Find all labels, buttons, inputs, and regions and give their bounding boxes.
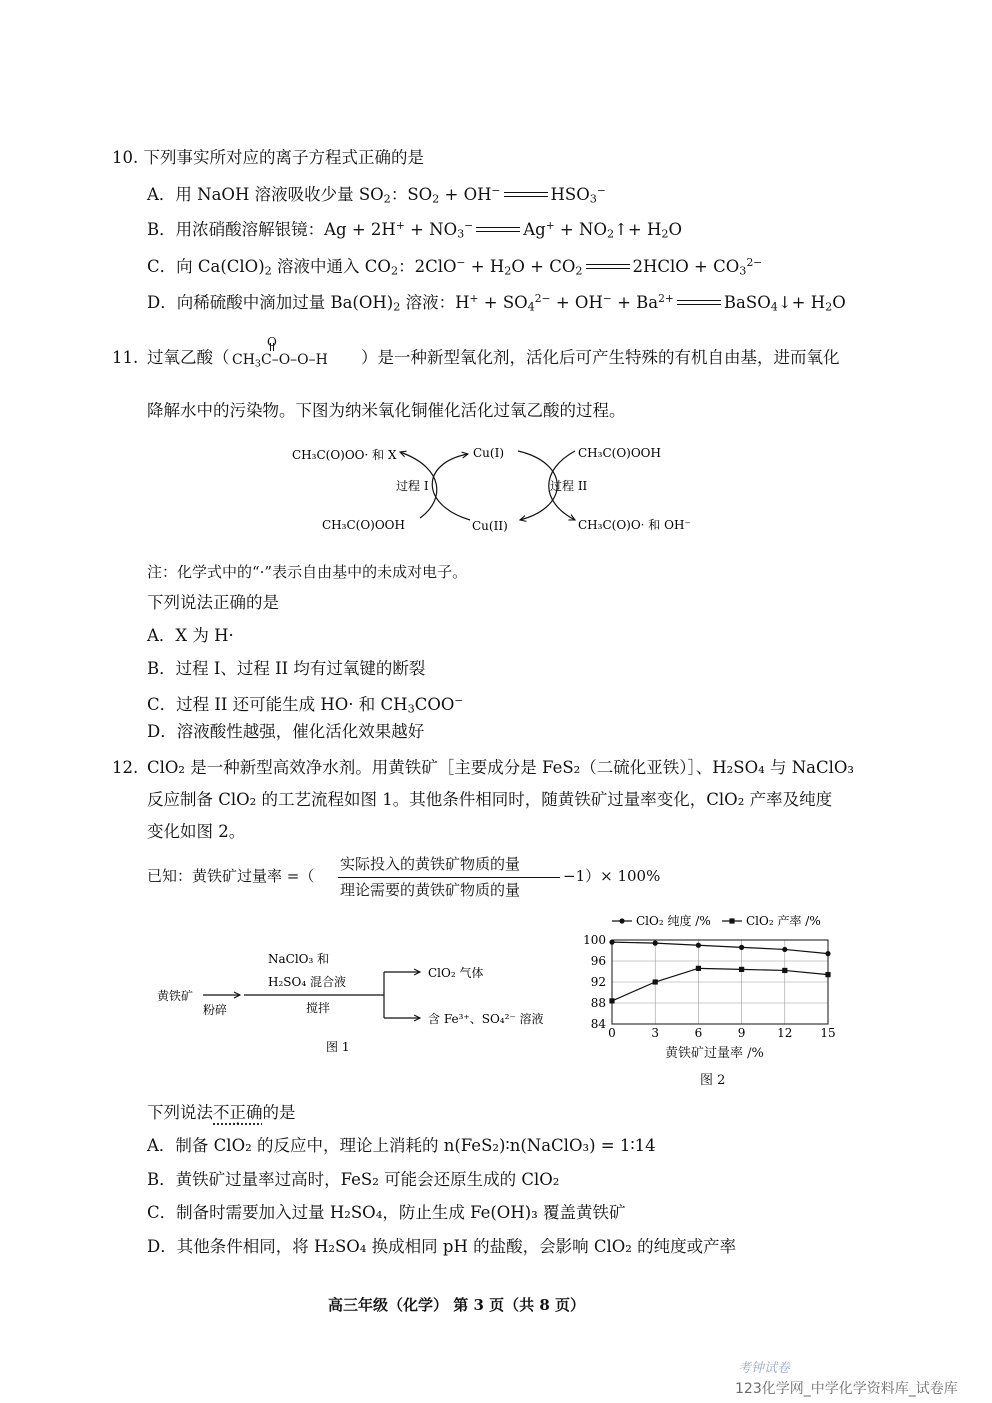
q10-option-a: A．用 NaOH 溶液吸收少量 $SO_2$：$SO_2 + OH^-$ $HSO_3^-$ [147,184,606,206]
q11-option-d: D．溶液酸性越强，催化活化效果越好 [147,722,425,741]
chart-y-tick-label: 92 [590,975,606,989]
q10-option-c-label: C．向 Ca(ClO) [147,256,265,276]
chart-point-yield [825,972,830,977]
chart-point-purity [782,947,787,952]
chart-point-yield [696,966,701,971]
q12-line1: ClO₂ 是一种新型高效净水剂。用黄铁矿［主要成分是 FeS₂（二硫化亚铁）］、H₂SO₄ 与 NaClO₃ [147,758,855,777]
figure2-caption: 图 2 [700,1073,726,1088]
chart-point-purity [609,940,614,945]
chart-point-purity [739,945,744,950]
chart-point-yield [739,967,744,972]
chart-point-purity [696,943,701,948]
q12-ask [147,1102,296,1124]
chart-x-tick-label: 3 [651,1026,660,1040]
q12-ask-prefix: 下列说法 [147,1103,213,1122]
flow-reagent1: NaClO₃ 和 [268,952,330,966]
q11-ask: 下列说法正确的是 [147,593,279,612]
chart-x-tick-label: 12 [777,1026,793,1040]
chart-y-tick-label: 84 [590,1017,606,1031]
known-suffix: −1）× 100% [563,867,661,885]
chart-x-tick-label: 15 [820,1026,836,1040]
flow-solution: 含 Fe³⁺、SO₄²⁻ 溶液 [428,1012,544,1026]
q11-option-a: A．X 为 H· [147,626,234,645]
q12-num: 12. [112,758,139,777]
legend-label-purity: ClO₂ 纯度 /% [636,914,711,928]
page-footer: 高三年级（化学） 第 3 页（共 8 页） [328,1296,585,1314]
q11-option-c-label: C．过程 II 还可能生成 HO· 和 CH [147,694,408,714]
flow-reagent2: H₂SO₄ 混合液 [268,975,346,989]
q10-option-b: B．用浓硝酸溶解银镜：$Ag + 2H^+ + NO_3^-$ $Ag^+ + NO_2↑+ H_2O$ [147,219,683,241]
watermark-text: 123化学网_中学化学资料库_试卷库 [735,1381,958,1397]
q12-line3: 变化如图 2。 [147,822,246,841]
q11-stem-line2: 降解水中的污染物。下图为纳米氧化铜催化活化过氧乙酸的过程。 [147,401,626,420]
q11-option-c: C．过程 II 还可能生成 HO· 和 $CH_3COO^-$ [147,694,464,716]
chart-y-tick-label: 100 [583,933,606,947]
peracetic-acid-structure: $CH_3C-O-O-H$ [232,352,328,370]
diagram-bottom-right: CH₃C(O)O· 和 OH⁻ [578,518,691,532]
diagram-top-left: CH₃C(O)OO· 和 X [292,448,397,462]
diagram-process1: 过程 I [396,479,429,493]
q12-option-d: D．其他条件相同，将 H₂SO₄ 换成相同 pH 的盐酸，会影响 ClO₂ 的纯度或产率 [147,1237,737,1256]
diagram-process2: 过程 II [550,479,588,493]
chart-series-line-2 [612,968,828,1001]
chart-point-yield [653,979,658,984]
q11-stem-b: ）是一种新型氧化剂，活化后可产生特殊的有机自由基，进而氧化 [361,348,840,367]
legend-marker-yield [729,918,734,923]
q10-option-c: C．向 $Ca(ClO)_2$ 溶液中通入 $CO_2$：$2ClO^- + H_2O + CO_2$ 2HClO + $CO_3^{2-}$ [147,256,763,278]
legend-marker-purity [619,918,624,923]
chart-point-yield [609,998,614,1003]
q10-option-a-label: A．用 NaOH 溶液吸收少量 SO [147,184,384,204]
chart-point-purity [653,941,658,946]
chart-y-tick-label: 96 [590,954,606,968]
fraction-numerator: 实际投入的黄铁矿物质的量 [340,855,521,873]
q12-line2: 反应制备 ClO₂ 的工艺流程如图 1。其他条件相同时，随黄铁矿过量率变化，ClO₂ 产率及纯度 [147,790,833,809]
q10-option-b-label: B．用浓硝酸溶解银镜： [147,219,325,239]
diagram-top-right: CH₃C(O)OOH [578,446,661,460]
q12-ask-suffix: 的是 [262,1103,296,1122]
q10-option-d-label: D．向稀硫酸中滴加过量 Ba(OH) [147,292,394,312]
diagram-bottom-left: CH₃C(O)OOH [322,518,405,532]
q12-option-c: C．制备时需要加入过量 H₂SO₄，防止生成 Fe(OH)₃ 覆盖黄铁矿 [147,1203,626,1222]
q12-option-a: A．制备 ClO₂ 的反应中，理论上消耗的 n(FeS₂)∶n(NaClO₃) = 1∶14 [147,1136,656,1155]
carbonyl-oxygen: O [267,335,277,349]
q11-stem-a: 过氧乙酸（ [147,348,230,367]
watermark-logo: 考钟试卷 [738,1361,791,1376]
flow-gas: ClO₂ 气体 [428,966,484,980]
fraction-denominator: 理论需要的黄铁矿物质的量 [340,881,521,899]
figure1-caption: 图 1 [326,1040,350,1054]
chart-point-yield [782,968,787,973]
chart-point-purity [825,951,830,956]
diagram-cu1: Cu(I) [473,446,505,460]
chart-series-line-1 [612,942,828,954]
flow-crush: 粉碎 [203,1003,228,1017]
q10-stem: 10. 下列事实所对应的离子方程式正确的是 [112,148,424,167]
chart-x-tick-label: 9 [737,1026,746,1040]
q11-num: 11. [112,348,139,367]
chart-x-tick-label: 0 [608,1026,616,1040]
legend-label-yield: ClO₂ 产率 /% [746,914,821,928]
flow-stir: 搅拌 [306,1001,331,1015]
chart-y-tick-label: 88 [590,996,606,1010]
q11-note: 注：化学式中的“·”表示自由基中的未成对电子。 [147,563,468,581]
q12-option-b: B．黄铁矿过量率过高时，FeS₂ 可能会还原生成的 ClO₂ [147,1170,560,1189]
q11-option-b: B．过程 I、过程 II 均有过氧键的断裂 [147,659,426,678]
q10-option-d: D．向稀硫酸中滴加过量 $Ba(OH)_2$ 溶液：$H^+ + SO_4^{2-} + OH^- + Ba^{2+}$ BaSO$_4$↓+ $H_2O$ [147,292,846,314]
flow-start: 黄铁矿 [157,989,194,1003]
chart-x-tick-label: 6 [694,1026,703,1040]
diagram-cu2: Cu(II) [472,519,508,533]
chart-x-axis-label: 黄铁矿过量率 /% [665,1046,764,1061]
q12-ask-emphasis: 不正确 [213,1103,263,1122]
known-prefix: 已知：黄铁矿过量率 =（ [147,867,315,885]
